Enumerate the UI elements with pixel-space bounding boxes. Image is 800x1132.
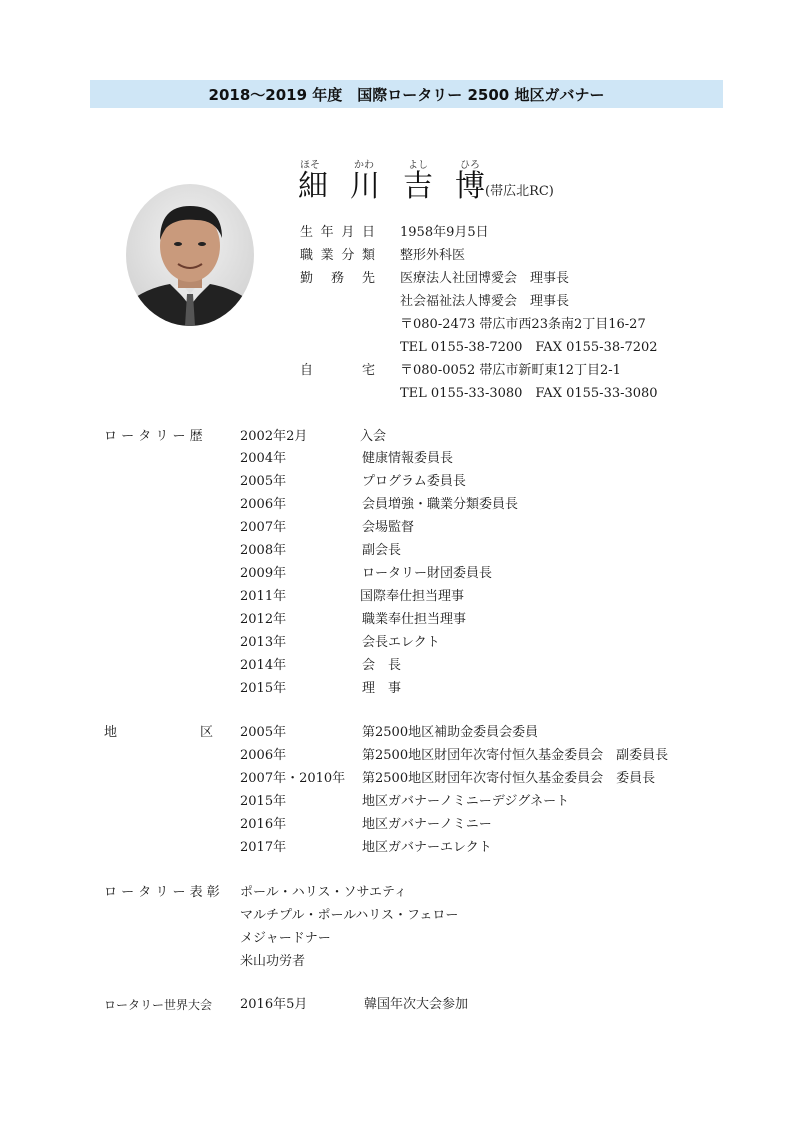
district-year: 2016年 [240, 817, 287, 832]
page-title-banner [90, 80, 723, 108]
convention-desc: 韓国年次大会参加 [364, 997, 469, 1012]
district-year: 2015年 [240, 794, 287, 809]
name-char-3: 吉 [403, 169, 433, 204]
occupation-label-char: 職 [300, 248, 314, 263]
award-item: メジャードナー [240, 931, 331, 946]
convention-label: ロータリー世界大会 [104, 998, 213, 1012]
occupation-label [300, 247, 375, 265]
history-desc: 国際奉仕担当理事 [360, 589, 465, 604]
home-label-char: 宅 [361, 363, 375, 378]
district-desc: 第2500地区財団年次寄付恒久基金委員会 副委員長 [362, 748, 669, 763]
home-label [300, 362, 375, 380]
furigana-1: ほそ [300, 160, 320, 171]
name-char-2: 川 [350, 169, 380, 204]
history-year: 2005年 [240, 474, 287, 489]
district-year: 2006年 [240, 748, 287, 763]
history-year: 2002年2月 [240, 429, 308, 444]
history-desc: 会員増強・職業分類委員長 [362, 497, 519, 512]
awards-label: ロ ー タ リ ー 表 彰 [104, 885, 220, 900]
convention-year: 2016年5月 [240, 997, 308, 1012]
furigana-4: ひろ [460, 160, 480, 171]
workplace-line: 医療法人社団博愛会 理事長 [400, 271, 570, 286]
birth-label-char: 年 [320, 225, 334, 240]
award-item: マルチプル・ポールハリス・フェロー [240, 908, 459, 923]
district-desc: 第2500地区補助金委員会委員 [362, 725, 539, 740]
history-year: 2008年 [240, 543, 287, 558]
district-desc: 第2500地区財団年次寄付恒久基金委員会 委員長 [362, 771, 656, 786]
history-year: 2009年 [240, 566, 287, 581]
workplace-line: 社会福祉法人博愛会 理事長 [400, 294, 570, 309]
history-desc: 会 長 [362, 658, 402, 673]
furigana-2: かわ [354, 160, 374, 171]
history-year: 2013年 [240, 635, 287, 650]
history-year: 2014年 [240, 658, 287, 673]
occupation-label-char: 業 [320, 248, 334, 263]
history-year: 2015年 [240, 681, 287, 696]
history-year: 2004年 [240, 451, 287, 466]
district-desc: 地区ガバナーノミニーデジグネート [362, 794, 570, 809]
workplace-label-char: 務 [330, 271, 344, 286]
birth-label-char: 月 [341, 225, 355, 240]
history-desc: ロータリー財団委員長 [362, 566, 493, 581]
birth-label-char: 生 [300, 225, 314, 240]
name-char-1: 細 [298, 169, 328, 204]
occupation-value: 整形外科医 [400, 248, 466, 263]
history-desc: 理 事 [362, 681, 402, 696]
district-year: 2005年 [240, 725, 287, 740]
district-label-right: 区 [200, 725, 214, 740]
award-item: 米山功労者 [240, 954, 306, 969]
birth-value: 1958年9月5日 [400, 225, 489, 240]
club-name: (帯広北RC) [485, 184, 554, 199]
workplace-phone: TEL 0155-38-7200 FAX 0155-38-7202 [400, 340, 658, 355]
workplace-label-char: 先 [361, 271, 375, 286]
history-desc: 会場監督 [362, 520, 415, 535]
workplace-address: 〒080-2473 帯広市西23条南2丁目16-27 [400, 317, 646, 332]
district-year: 2007年・2010年 [240, 771, 346, 786]
history-desc: 副会長 [362, 543, 402, 558]
workplace-label [300, 270, 375, 288]
history-desc: 会長エレクト [362, 635, 440, 650]
portrait-image [126, 184, 254, 326]
history-year: 2007年 [240, 520, 287, 535]
district-label-left: 地 [104, 725, 118, 740]
district-year: 2017年 [240, 840, 287, 855]
district-desc: 地区ガバナーノミニー [362, 817, 492, 832]
birth-label-char: 日 [361, 225, 375, 240]
birth-label [300, 224, 375, 242]
district-desc: 地区ガバナーエレクト [362, 840, 492, 855]
history-desc: 入会 [360, 429, 387, 444]
workplace-label-char: 勤 [300, 271, 314, 286]
furigana-3: よし [408, 160, 428, 171]
history-year: 2012年 [240, 612, 287, 627]
history-year: 2006年 [240, 497, 287, 512]
name-char-4: 博 [455, 169, 485, 204]
page-title: 2018～2019 年度 国際ロータリー 2500 地区ガバナー [208, 85, 605, 104]
home-phone: TEL 0155-33-3080 FAX 0155-33-3080 [400, 386, 658, 401]
home-address: 〒080-0052 帯広市新町東12丁目2-1 [400, 363, 621, 378]
history-desc: 健康情報委員長 [362, 451, 454, 466]
history-desc: プログラム委員長 [362, 474, 466, 489]
award-item: ポール・ハリス・ソサエティ [240, 885, 407, 900]
occupation-label-char: 分 [341, 248, 355, 263]
rotary-history-label: ロ ー タ リ ー 歴 [104, 429, 203, 444]
occupation-label-char: 類 [361, 248, 375, 263]
history-desc: 職業奉仕担当理事 [362, 612, 467, 627]
history-year: 2011年 [240, 589, 287, 604]
home-label-char: 自 [300, 363, 314, 378]
portrait-photo [126, 184, 254, 326]
